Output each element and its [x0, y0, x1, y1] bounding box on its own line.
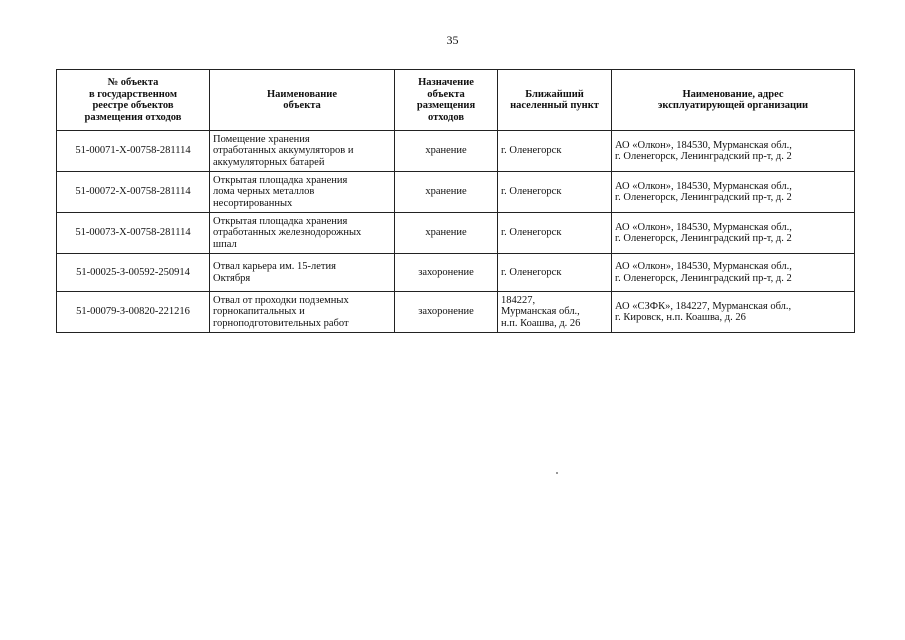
object-name-cell: Помещение хранения отработанных аккумуляторов и аккумуляторных батарей — [210, 131, 395, 172]
object-purpose-cell: хранение — [395, 172, 498, 213]
object-number-cell: 51-00079-З-00820-221216 — [57, 292, 210, 333]
object-number-cell: 51-00071-Х-00758-281114 — [57, 131, 210, 172]
object-name-cell: Открытая площадка хранения отработанных железнодорожных шпал — [210, 213, 395, 254]
scan-speck — [556, 472, 558, 474]
nearest-settlement-cell: г. Оленегорск — [498, 254, 612, 292]
header-object-name: Наименование объекта — [210, 70, 395, 131]
waste-objects-table — [56, 69, 855, 333]
table-row — [57, 131, 855, 172]
header-object-number: № объекта в государственном реестре объектов размещения отходов — [57, 70, 210, 131]
operator-organization-cell: АО «СЗФК», 184227, Мурманская обл., г. Кировск, н.п. Коашва, д. 26 — [612, 292, 855, 333]
object-name-cell: Отвал от проходки подземных горнокапитальных и горноподготовительных работ — [210, 292, 395, 333]
object-purpose-cell: захоронение — [395, 292, 498, 333]
operator-organization-cell: АО «Олкон», 184530, Мурманская обл., г. Оленегорск, Ленинградский пр-т, д. 2 — [612, 131, 855, 172]
nearest-settlement-cell: 184227, Мурманская обл., н.п. Коашва, д. 26 — [498, 292, 612, 333]
table-row — [57, 172, 855, 213]
object-number-cell: 51-00073-Х-00758-281114 — [57, 213, 210, 254]
object-name-cell: Отвал карьера им. 15-летия Октября — [210, 254, 395, 292]
nearest-settlement-cell: г. Оленегорск — [498, 131, 612, 172]
nearest-settlement-cell: г. Оленегорск — [498, 172, 612, 213]
header-nearest-settlement: Ближайший населенный пункт — [498, 70, 612, 131]
object-purpose-cell: хранение — [395, 131, 498, 172]
object-number-cell: 51-00025-З-00592-250914 — [57, 254, 210, 292]
table-row — [57, 213, 855, 254]
header-object-purpose: Назначение объекта размещения отходов — [395, 70, 498, 131]
operator-organization-cell: АО «Олкон», 184530, Мурманская обл., г. Оленегорск, Ленинградский пр-т, д. 2 — [612, 254, 855, 292]
page-number: 35 — [446, 33, 459, 47]
object-purpose-cell: захоронение — [395, 254, 498, 292]
table-row — [57, 292, 855, 333]
object-name-cell: Открытая площадка хранения лома черных металлов несортированных — [210, 172, 395, 213]
header-operator-organization: Наименование, адрес эксплуатирующей организации — [612, 70, 855, 131]
operator-organization-cell: АО «Олкон», 184530, Мурманская обл., г. Оленегорск, Ленинградский пр-т, д. 2 — [612, 172, 855, 213]
table-row — [57, 254, 855, 292]
object-purpose-cell: хранение — [395, 213, 498, 254]
nearest-settlement-cell: г. Оленегорск — [498, 213, 612, 254]
operator-organization-cell: АО «Олкон», 184530, Мурманская обл., г. Оленегорск, Ленинградский пр-т, д. 2 — [612, 213, 855, 254]
object-number-cell: 51-00072-Х-00758-281114 — [57, 172, 210, 213]
table-header-row — [57, 70, 855, 131]
